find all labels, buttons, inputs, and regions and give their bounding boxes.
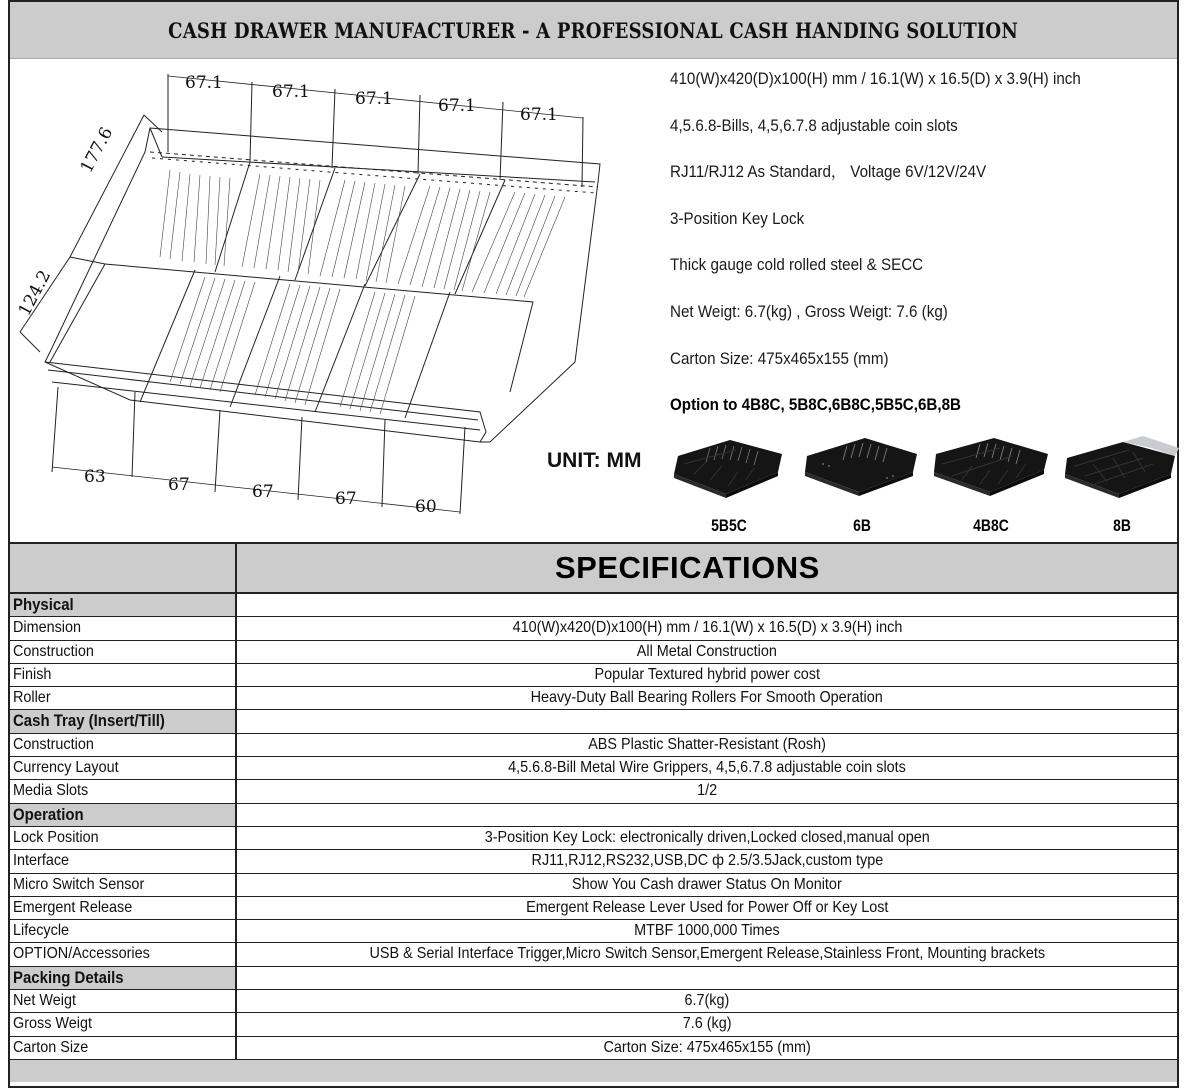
row-label: Gross Weigt [13, 1015, 92, 1033]
svg-text:67: 67 [252, 482, 274, 502]
row-value: Heavy-Duty Ball Bearing Rollers For Smooth Operation [530, 689, 884, 707]
svg-text:67: 67 [335, 489, 357, 509]
feature-weight: Net Weigt: 6.7(kg) , Gross Weigt: 7.6 (kg) [670, 302, 948, 321]
table-row-interface [10, 850, 1177, 873]
svg-text:67.1: 67.1 [438, 96, 476, 116]
table-row-accessories [10, 943, 1177, 966]
product-label: 5B5C [711, 516, 747, 535]
footer-band [10, 1060, 1177, 1082]
svg-text:60: 60 [415, 497, 437, 517]
section-label: Packing Details [13, 967, 124, 987]
row-label: Lock Position [13, 828, 99, 846]
table-row-micro-switch [10, 874, 1177, 897]
svg-text:67: 67 [168, 475, 190, 495]
table-row-emergent-release [10, 897, 1177, 920]
title-banner [10, 2, 1177, 59]
row-value: All Metal Construction [636, 642, 778, 660]
row-value: Emergent Release Lever Used for Power Off or Key Lost [525, 898, 889, 916]
row-label: Micro Switch Sensor [13, 875, 145, 893]
table-row-lifecycle [10, 920, 1177, 943]
feature-material: Thick gauge cold rolled steel & SECC [670, 256, 924, 275]
specifications-header [10, 544, 1177, 594]
row-value: 7.6 (kg) [682, 1015, 732, 1033]
row-label: Lifecycle [13, 922, 70, 940]
row-label: Dimension [13, 619, 82, 637]
row-label: Construction [13, 735, 94, 753]
product-label: 6B [853, 516, 871, 535]
specifications-title: SPECIFICATIONS [555, 550, 820, 585]
feature-slots: 4,5.6.8-Bills, 4,5,6.7.8 adjustable coin slots [670, 116, 958, 135]
header-right-cell [237, 544, 1177, 592]
row-value: ABS Plastic Shatter-Resistant (Rosh) [588, 735, 826, 753]
section-cash-tray [10, 710, 1177, 733]
section-physical [10, 594, 1177, 617]
feature-lock: 3-Position Key Lock [670, 209, 805, 228]
banner-title: CASH DRAWER MANUFACTURER - A PROFESSIONAL CASH HANDING SOLUTION [168, 17, 1019, 43]
cash-tray-4b8c-icon [932, 434, 1050, 500]
product-8b [1063, 434, 1181, 544]
product-label: 8B [1113, 516, 1131, 535]
row-value: RJ11,RJ12,RS232,USB,DC ф 2.5/3.5Jack,custom type [531, 852, 883, 870]
section-label: Physical [13, 595, 74, 614]
feature-interface-voltage: RJ11/RJ12 As Standard， Voltage 6V/12V/24V [670, 163, 987, 182]
side-dimension-labels [15, 124, 118, 319]
feature-dimensions: 410(W)x420(D)x100(H) mm / 16.1(W) x 16.5(D) x 3.9(H) inch [670, 70, 1081, 88]
table-row-media-slots [10, 780, 1177, 803]
feature-carton: Carton Size: 475x465x155 (mm) [670, 349, 889, 368]
svg-text:177.6: 177.6 [76, 123, 118, 177]
svg-text:63: 63 [84, 467, 106, 487]
table-row-tray-construction [10, 734, 1177, 757]
feature-list [670, 68, 1175, 441]
table-row-construction [10, 641, 1177, 664]
product-label: 4B8C [973, 516, 1009, 535]
row-label: Carton Size [13, 1038, 89, 1056]
specifications-table [10, 542, 1177, 1082]
row-value: MTBF 1000,000 Times [634, 922, 780, 940]
row-label: Media Slots [13, 782, 89, 800]
svg-text:67.1: 67.1 [355, 89, 393, 109]
dim-top-1: 67.1 [185, 73, 223, 93]
row-label: Construction [13, 642, 94, 660]
product-5b5c [670, 434, 788, 544]
product-options [670, 434, 1185, 544]
cash-tray-technical-drawing [10, 62, 630, 532]
svg-text:67.1: 67.1 [520, 105, 558, 125]
option-line: Option to 4B8C, 5B8C,6B8C,5B5C,6B,8B [670, 396, 962, 415]
table-row-roller [10, 687, 1177, 710]
row-value: 3-Position Key Lock: electronically driven,Locked closed,manual open [484, 828, 930, 846]
row-value: 4,5.6.8-Bill Metal Wire Grippers, 4,5,6.7.8 adjustable coin slots [508, 759, 906, 777]
unit-label: UNIT: MM [547, 449, 642, 472]
header-left-cell [10, 544, 237, 592]
row-label: Interface [13, 852, 70, 870]
row-value: USB & Serial Interface Trigger,Micro Switch Sensor,Emergent Release,Stainless Front, Mounting brackets [369, 945, 1045, 963]
product-6b [803, 434, 921, 544]
table-row-carton-size [10, 1037, 1177, 1060]
row-value: Popular Textured hybrid power cost [594, 665, 820, 683]
table-row-currency-layout [10, 757, 1177, 780]
row-label: Finish [13, 665, 52, 683]
bottom-dimension-labels [84, 467, 437, 517]
row-label: Currency Layout [13, 759, 119, 777]
row-label: Net Weigt [13, 992, 76, 1010]
row-value: Carton Size: 475x465x155 (mm) [603, 1038, 811, 1056]
row-value: 6.7(kg) [684, 992, 730, 1010]
table-row-gross-weight [10, 1013, 1177, 1036]
table-row-net-weight [10, 990, 1177, 1013]
table-row-lock-position [10, 827, 1177, 850]
product-4b8c [932, 434, 1050, 544]
row-value: Show You Cash drawer Status On Monitor [572, 875, 842, 893]
svg-text:124.2: 124.2 [14, 266, 56, 320]
tray-drawing-icon [10, 62, 630, 532]
cash-tray-8b-icon [1063, 434, 1181, 500]
cash-tray-6b-icon [803, 434, 921, 500]
table-row-dimension [10, 617, 1177, 640]
section-label: Operation [13, 804, 84, 824]
svg-text:67.1: 67.1 [272, 82, 310, 102]
row-label: OPTION/Accessories [13, 945, 150, 963]
table-row-finish [10, 664, 1177, 687]
row-label: Roller [13, 689, 51, 707]
spec-sheet [8, 0, 1179, 1088]
row-value: 1/2 [696, 782, 718, 800]
section-label: Cash Tray (Insert/Till) [13, 711, 165, 731]
section-packing-details [10, 967, 1177, 990]
row-label: Emergent Release [13, 898, 133, 916]
row-value: 410(W)x420(D)x100(H) mm / 16.1(W) x 16.5(D) x 3.9(H) inch [512, 619, 902, 637]
section-operation [10, 804, 1177, 827]
cash-tray-5b5c-icon [670, 434, 788, 500]
